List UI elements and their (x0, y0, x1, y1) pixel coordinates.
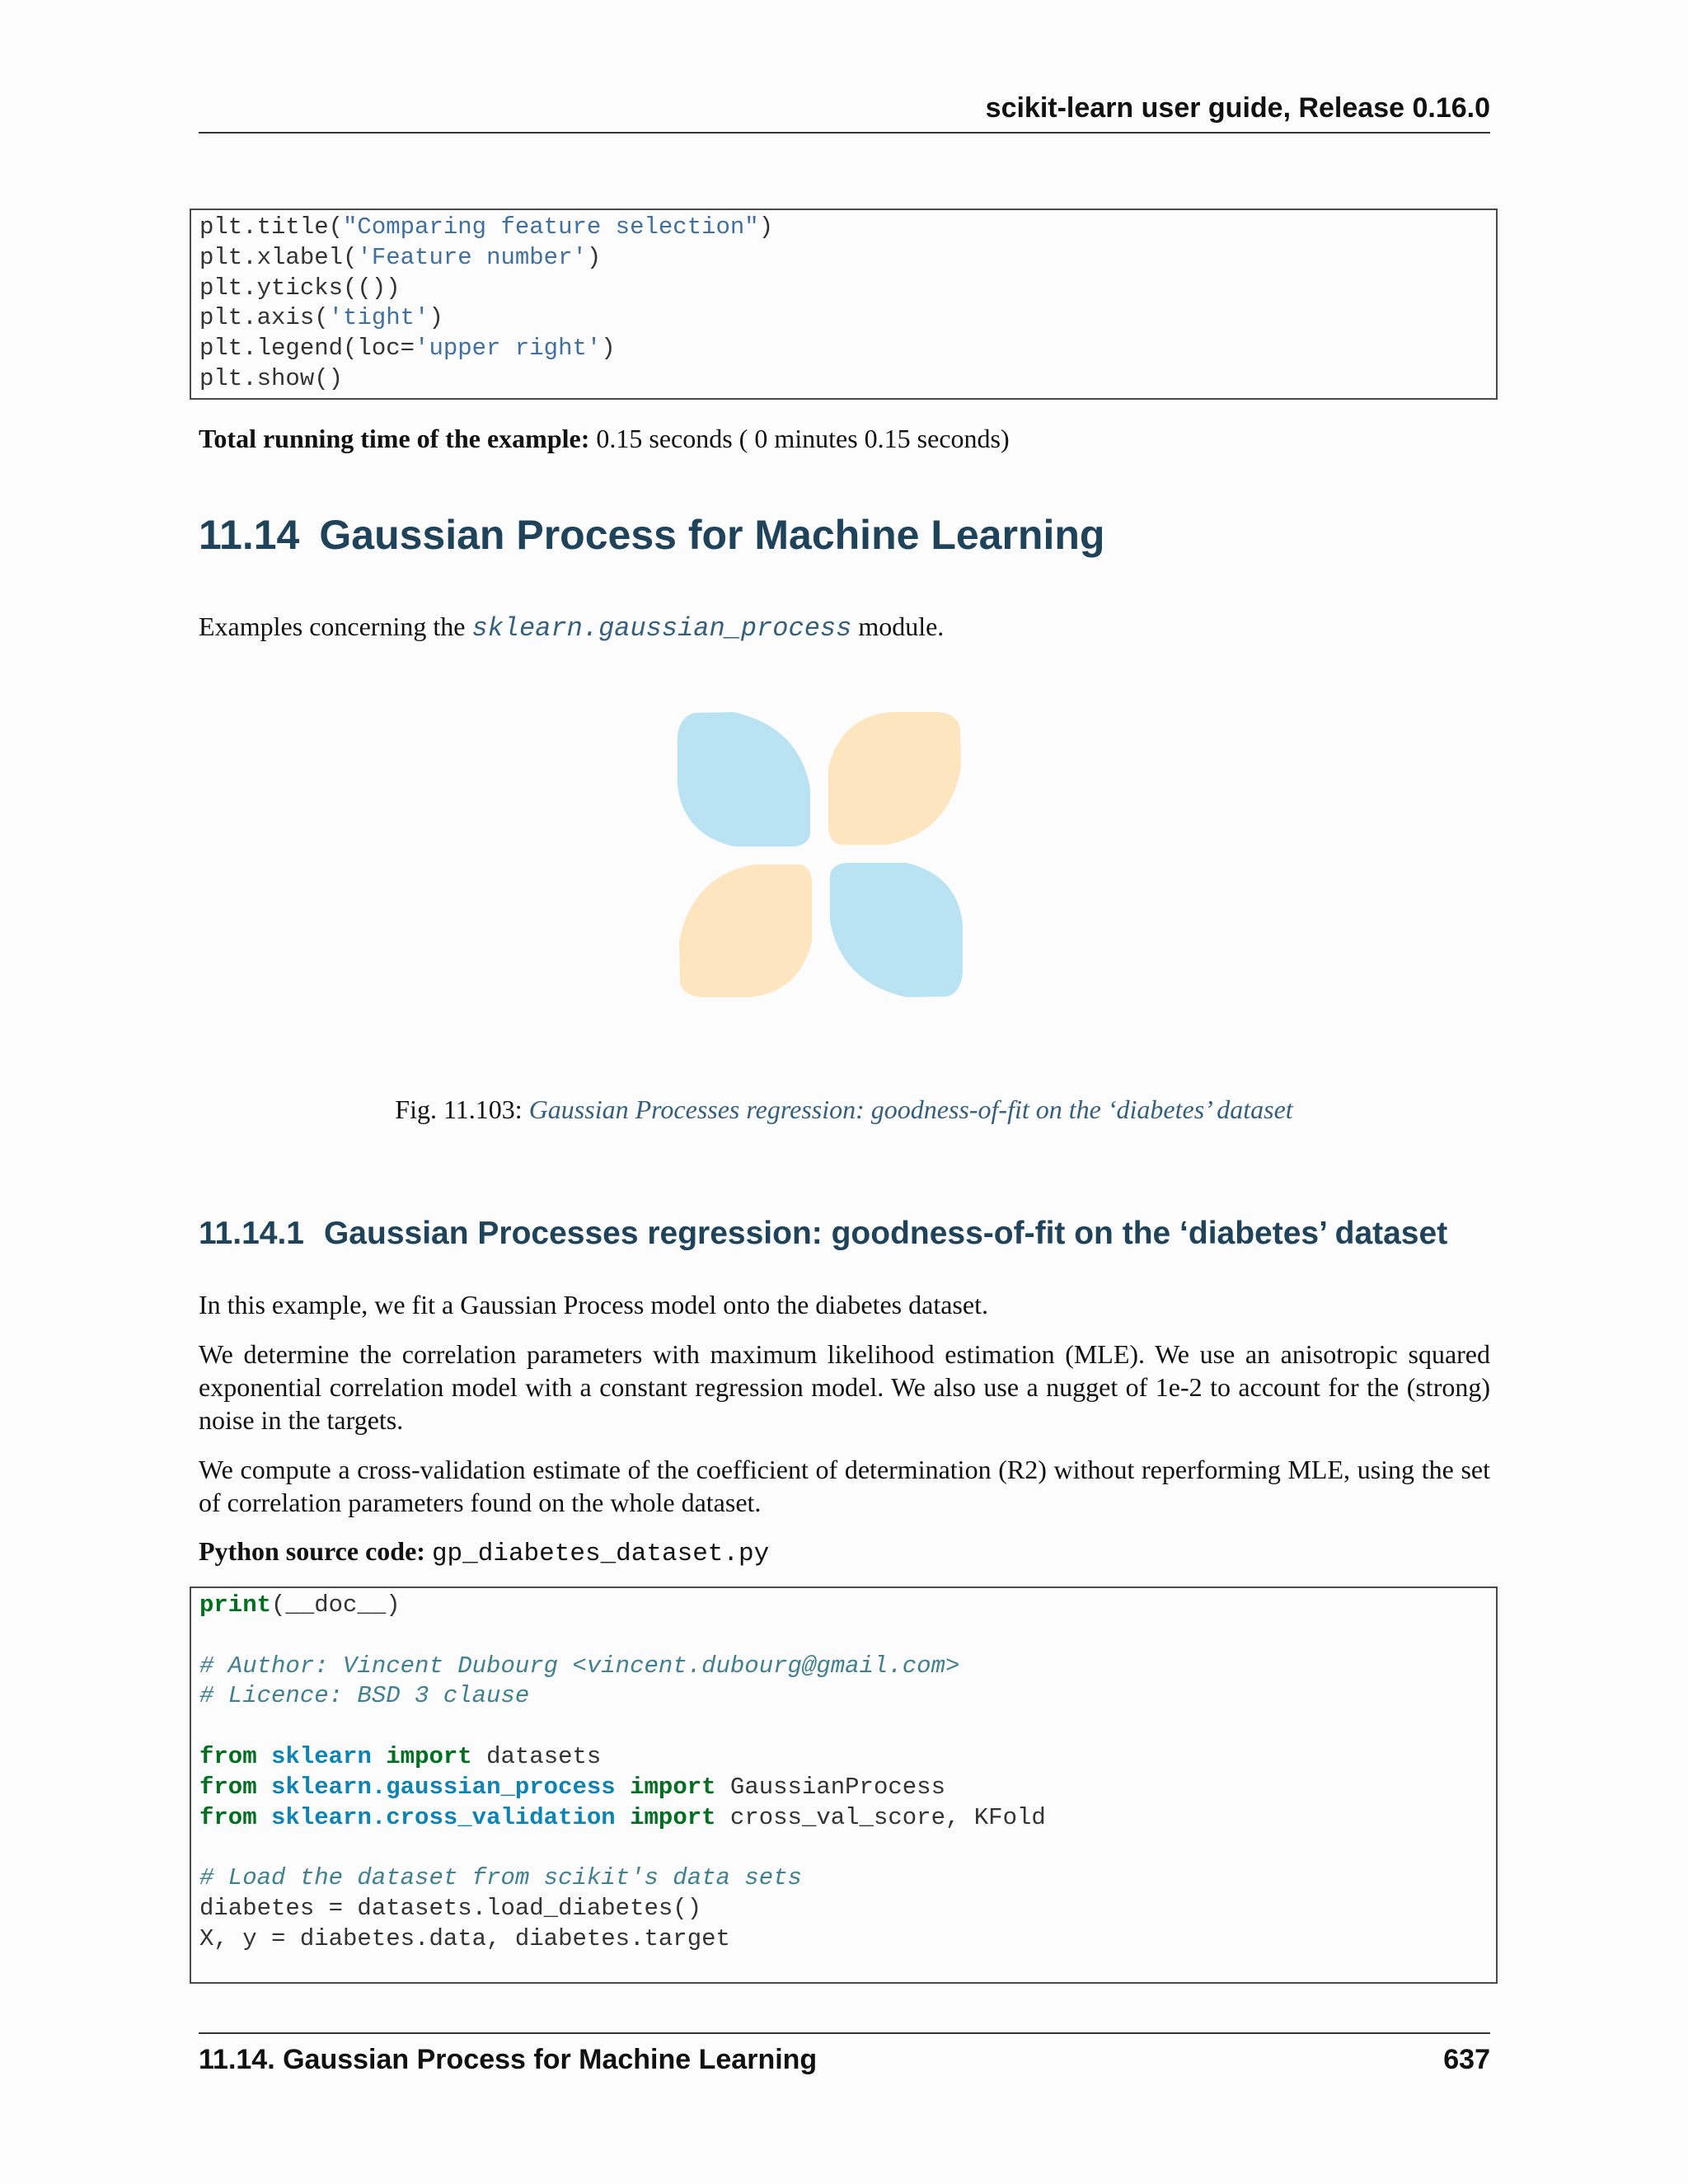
code-token: sklearn.gaussian_process (271, 1773, 616, 1801)
subsection-title: Gaussian Processes regression: goodness-of-fit on the ‘diabetes’ dataset (323, 1216, 1448, 1251)
code-token: ) (429, 304, 443, 332)
code-token: sklearn.cross_validation (271, 1803, 616, 1831)
code-line (199, 1712, 1496, 1742)
source-code-line (199, 1535, 1490, 1571)
code-token: plt.yticks(()) (199, 274, 401, 302)
intro-text-before: Examples concerning the (199, 612, 472, 641)
figure-blob-top-left (678, 712, 810, 846)
code-token: # Licence: BSD 3 clause (199, 1682, 530, 1710)
code-line (199, 1621, 1496, 1652)
code-line (199, 1773, 1496, 1803)
code-token: 'upper right' (415, 335, 602, 363)
code-line (199, 364, 1496, 395)
code-token: plt.xlabel( (199, 243, 358, 271)
source-filename: gp_diabetes_dataset.py (431, 1540, 770, 1568)
code-token: 'tight' (328, 304, 429, 332)
figure-thumbnail[interactable] (676, 710, 964, 999)
code-token (616, 1774, 630, 1801)
figure-caption (0, 1094, 1688, 1125)
code-token: ) (586, 243, 602, 271)
code-token: cross_val_score, KFold (715, 1803, 1046, 1831)
paragraph-2: We determine the correlation parameters with maximum likelihood estimation (MLE). We use an anisotropic squared exponential correlation model with a constant regression model. We also use a nugget of 1e-2 to account for the (strong) noise in the targets. (199, 1339, 1490, 1435)
section-number: 11.14 (199, 512, 300, 558)
running-footer (199, 2032, 1490, 2076)
code-line (199, 334, 1496, 364)
section-heading (199, 511, 1104, 559)
running-time-value: 0.15 seconds ( 0 minutes 0.15 seconds) (589, 424, 1010, 453)
code-token: "Comparing feature selection" (343, 213, 759, 241)
code-line (199, 1652, 1496, 1682)
code-token: print (199, 1591, 272, 1619)
code-token: (__doc__) (271, 1591, 401, 1619)
footer-section: 11.14. Gaussian Process for Machine Learning (199, 2044, 818, 2075)
code-token (372, 1743, 386, 1770)
code-token: import (630, 1773, 716, 1801)
caption-link[interactable]: Gaussian Processes regression: goodness-of-fit on the ‘diabetes’ dataset (528, 1094, 1293, 1124)
code-line (199, 1681, 1496, 1712)
code-token: import (386, 1742, 472, 1770)
code-token: # Author: Vincent Dubourg <vincent.dubourg@gmail.com> (199, 1652, 960, 1680)
code-token: plt.legend(loc= (199, 335, 415, 363)
code-block-bottom (190, 1586, 1498, 1984)
paragraph-1: In this example, we fit a Gaussian Process model onto the diabetes dataset. (199, 1290, 988, 1319)
figure-blob-bottom-left (679, 865, 812, 997)
code-token: plt.title( (199, 213, 344, 241)
code-token: from (199, 1742, 257, 1770)
code-token: 'Feature number' (357, 243, 587, 271)
code-line (199, 1924, 1496, 1955)
code-line (199, 213, 1496, 243)
figure-blob-bottom-right (830, 863, 963, 997)
code-token (257, 1774, 271, 1801)
code-line (199, 1803, 1496, 1834)
intro-text-after: module. (851, 612, 945, 641)
code-token: sklearn (271, 1742, 372, 1770)
code-token: datasets (471, 1742, 602, 1770)
intro-paragraph (199, 610, 1490, 645)
subsection-number: 11.14.1 (199, 1216, 304, 1251)
code-token: import (630, 1803, 716, 1831)
code-token (257, 1804, 271, 1831)
page-number: 637 (1443, 2044, 1490, 2075)
code-line (199, 1894, 1496, 1924)
code-line (199, 303, 1496, 334)
source-label: Python source code: (199, 1536, 425, 1566)
code-token: # Load the dataset from scikit's data sets (199, 1864, 802, 1892)
running-time-label: Total running time of the example: (199, 424, 590, 453)
running-time-line (199, 422, 1490, 455)
caption-prefix: Fig. 11.103: (395, 1094, 529, 1124)
code-token: from (199, 1773, 257, 1801)
module-link[interactable]: sklearn.gaussian_process (471, 613, 852, 644)
code-token (616, 1804, 630, 1831)
code-token (257, 1743, 271, 1770)
figure-blob-top-right (828, 712, 961, 845)
code-token: diabetes = datasets.load_diabetes() (199, 1894, 702, 1922)
running-header: scikit-learn user guide, Release 0.16.0 (199, 92, 1490, 134)
code-line (199, 243, 1496, 274)
code-token: X, y = diabetes.data, diabetes.target (199, 1924, 730, 1952)
code-token: plt.show() (199, 364, 344, 392)
code-token: ) (758, 213, 774, 241)
paragraph-3: We compute a cross-validation estimate of the coefficient of determination (R2) without reperforming MLE, using the set of correlation parameters found on the whole dataset. (199, 1455, 1490, 1517)
code-line (199, 1833, 1496, 1863)
subsection-heading (199, 1216, 1447, 1252)
code-line (199, 1863, 1496, 1894)
code-block-top (190, 209, 1498, 400)
code-token: ) (601, 335, 616, 363)
code-token: plt.axis( (199, 304, 329, 332)
code-token: from (199, 1803, 257, 1831)
code-line (199, 1591, 1496, 1621)
section-title: Gaussian Process for Machine Learning (319, 512, 1105, 558)
code-line (199, 1742, 1496, 1773)
code-token: GaussianProcess (715, 1773, 945, 1801)
code-line (199, 274, 1496, 304)
